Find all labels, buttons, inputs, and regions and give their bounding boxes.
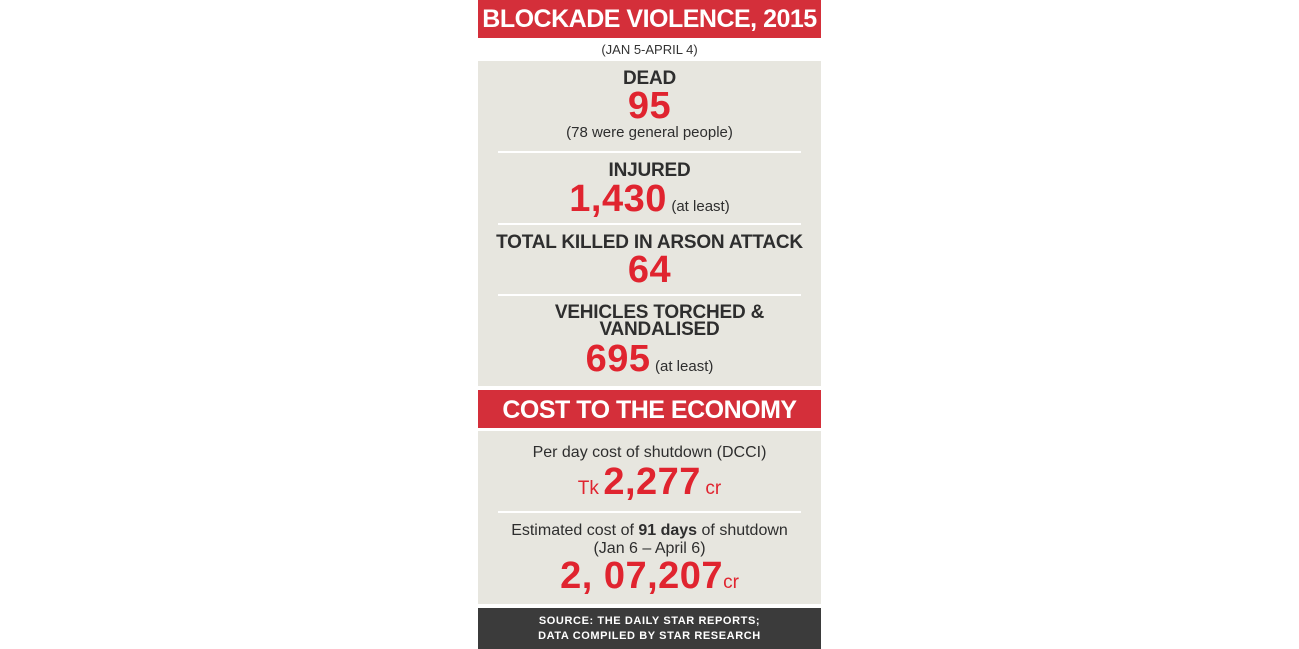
per-day-suffix: cr — [705, 478, 722, 499]
injured-value: 1,430 — [569, 178, 667, 220]
vehicles-label-line1: VEHICLES TORCHED & — [554, 302, 765, 323]
vehicles-block — [488, 304, 831, 338]
estimated-label-pre: Estimated cost of — [511, 522, 639, 539]
estimated-label — [478, 522, 821, 540]
per-day-block — [478, 444, 821, 503]
source-footer — [478, 608, 821, 649]
vehicles-note: (at least) — [655, 358, 714, 375]
header-title: BLOCKADE VIOLENCE, 2015 — [482, 5, 817, 33]
injured-block — [478, 160, 821, 220]
estimated-label-post: of shutdown — [697, 522, 788, 539]
vehicles-label-line2: VANDALISED — [599, 319, 720, 340]
vehicles-value-row — [478, 338, 821, 380]
per-day-prefix: Tk — [577, 478, 599, 499]
estimated-value: 2, 07,207 — [560, 555, 724, 597]
economy-title: COST TO THE ECONOMY — [502, 396, 797, 424]
vehicles-value: 695 — [585, 338, 651, 380]
estimated-suffix: cr — [723, 572, 739, 593]
per-day-value: 2,277 — [603, 461, 701, 503]
arson-value: 64 — [627, 249, 672, 291]
economy-panel — [478, 431, 821, 604]
injured-label: INJURED — [608, 160, 691, 181]
header-banner — [478, 0, 821, 38]
footer-line2: DATA COMPILED BY STAR RESEARCH — [538, 630, 761, 642]
footer-line1: SOURCE: THE DAILY STAR REPORTS; — [538, 615, 761, 627]
divider — [498, 294, 801, 296]
dead-note: (78 were general people) — [566, 124, 733, 141]
injured-note: (at least) — [671, 198, 730, 215]
estimated-range: (Jan 6 – April 6) — [593, 540, 706, 557]
dead-value: 95 — [627, 85, 672, 127]
divider — [498, 223, 801, 225]
estimated-block — [478, 522, 821, 597]
infographic — [478, 0, 821, 649]
per-day-label: Per day cost of shutdown (DCCI) — [532, 444, 767, 461]
arson-block — [478, 232, 821, 291]
arson-label: TOTAL KILLED IN ARSON ATTACK — [496, 232, 803, 253]
dead-block — [478, 69, 821, 142]
date-range: (JAN 5-APRIL 4) — [601, 42, 698, 57]
stats-panel — [478, 61, 821, 386]
dead-label: DEAD — [622, 68, 677, 89]
economy-banner — [478, 390, 821, 428]
divider — [498, 511, 801, 513]
divider — [498, 151, 801, 153]
estimated-label-bold: 91 days — [638, 522, 698, 539]
